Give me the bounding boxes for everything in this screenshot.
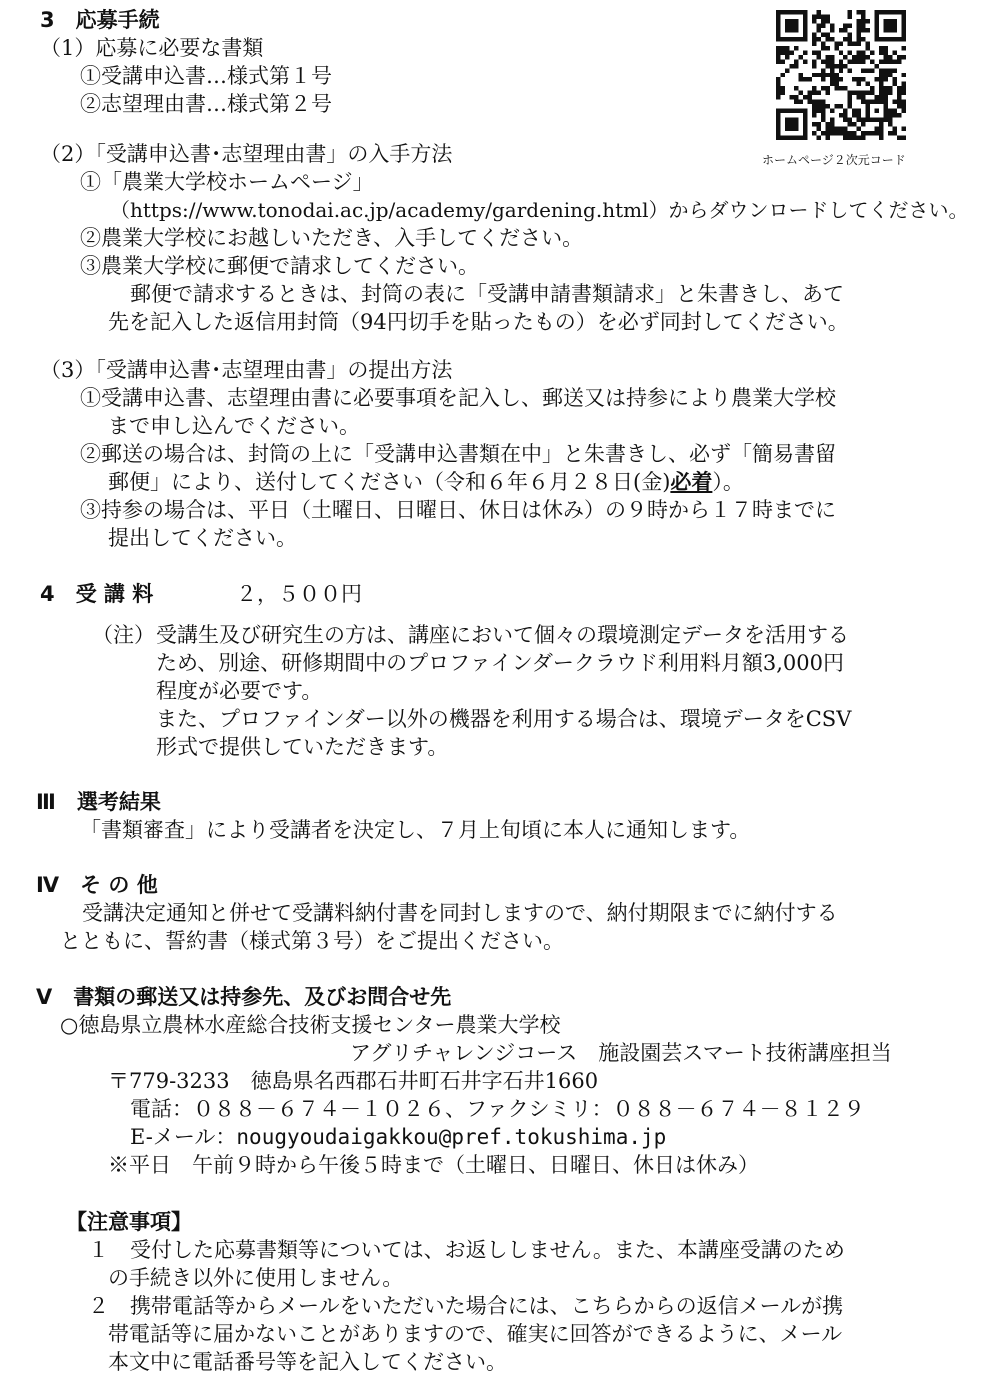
notes-heading: 【注意事項】 xyxy=(66,1210,192,1234)
note-2-line-3: 本文中に電話番号等を記入してください。 xyxy=(108,1350,507,1374)
mail-deadline-text: 郵便」により、送付してください（令和６年６月２８日(金) xyxy=(108,470,671,494)
note-1-line-2: の手続き以外に使用しません。 xyxy=(108,1266,404,1290)
section-v-heading: Ⅴ 書類の郵送又は持参先、及びお問合せ先 xyxy=(36,985,452,1009)
obtain-method-3-note-1: 郵便で請求するときは、封筒の表に「受講申請書類請求」と朱書きし、あて xyxy=(130,282,844,306)
tuition-note-line-5: 形式で提供していただきます。 xyxy=(156,735,449,759)
obtain-method-1: ①「農業大学校ホームページ」 xyxy=(80,170,374,194)
required-document-2: ②志望理由書…様式第２号 xyxy=(80,92,332,116)
tuition-note-label: （注） xyxy=(92,623,155,647)
obtain-method-3-note-2: 先を記入した返信用封筒（94円切手を貼ったもの）を必ず同封してください。 xyxy=(108,310,849,334)
tuition-note-line-4: また、プロファインダー以外の機器を利用する場合は、環境データをCSV xyxy=(156,707,852,731)
contact-phone-fax: 電話：０８８－６７４－１０２６、ファクシミリ：０８８－６７４－８１２９ xyxy=(130,1097,865,1121)
selection-result-text: 「書類審査」により受講者を決定し、７月上旬頃に本人に通知します。 xyxy=(80,818,751,842)
section-iv-heading: Ⅳ そ の 他 xyxy=(36,873,158,897)
download-url-line[interactable]: （https://www.tonodai.ac.jp/academy/gardening.html）からダウンロードしてください。 xyxy=(110,198,969,222)
contact-hours: ※平日 午前９時から午後５時まで（土曜日、日曜日、休日は休み） xyxy=(108,1153,759,1177)
qr-code-caption: ホームページ２次元コード xyxy=(762,153,906,167)
required-document-1: ①受講申込書…様式第１号 xyxy=(80,64,332,88)
submit-method-2-line-2 xyxy=(108,468,744,496)
email-label: E-メール： xyxy=(130,1125,237,1149)
obtain-method-2: ②農業大学校にお越しいただき、入手してください。 xyxy=(80,226,584,250)
subsection-2-title: （2）「受講申込書･志望理由書」の入手方法 xyxy=(40,142,453,166)
submit-method-3-line-2: 提出してください。 xyxy=(108,526,297,550)
obtain-method-3: ③農業大学校に郵便で請求してください。 xyxy=(80,254,479,278)
section-3-heading: 3 応募手続 xyxy=(40,8,160,32)
mail-deadline-close: ）。 xyxy=(712,470,744,494)
other-text-line-2: とともに、誓約書（様式第３号）をご提出ください。 xyxy=(60,929,564,953)
note-2-line-2: 帯電話等に届かないことがありますので、確実に回答ができるように、メール xyxy=(108,1322,843,1346)
tuition-note-line-2: ため、別途、研修期間中のプロファインダークラウド利用料月額3,000円 xyxy=(156,651,845,675)
email-address-link[interactable]: nougyoudaigakkou@pref.tokushima.jp xyxy=(236,1125,667,1149)
must-arrive-emphasis: 必着 xyxy=(670,469,713,494)
submit-method-2-line-1: ②郵送の場合は、封筒の上に「受講申込書類在中」と朱書きし、必ず「簡易書留 xyxy=(80,442,836,466)
subsection-1-title: （1）応募に必要な書類 xyxy=(40,36,264,60)
submit-method-1-line-1: ①受講申込書、志望理由書に必要事項を記入し、郵送又は持参により農業大学校 xyxy=(80,386,836,410)
contact-address: 〒779-3233 徳島県名西郡石井町石井字石井1660 xyxy=(108,1069,599,1093)
section-iii-heading: Ⅲ 選考結果 xyxy=(36,790,161,814)
note-2-line-1: ２ 携帯電話等からメールをいただいた場合には、こちらからの返信メールが携 xyxy=(88,1294,844,1318)
submit-method-3-line-1: ③持参の場合は、平日（土曜日、日曜日、休日は休み）の９時から１７時までに xyxy=(80,498,836,522)
section-4-heading: 4 受 講 料 xyxy=(40,582,154,606)
contact-department: アグリチャレンジコース 施設園芸スマート技術講座担当 xyxy=(350,1041,892,1065)
contact-email-row xyxy=(130,1123,666,1151)
tuition-fee: ２，５００円 xyxy=(236,582,362,606)
tuition-note-line-1: 受講生及び研究生の方は、講座において個々の環境測定データを活用する xyxy=(156,623,849,647)
other-text-line-1: 受講決定通知と併せて受講料納付書を同封しますので、納付期限までに納付する xyxy=(82,901,838,925)
subsection-3-title: （3）「受講申込書･志望理由書」の提出方法 xyxy=(40,358,453,382)
note-1-line-1: １ 受付した応募書類等については、お返ししません。また、本講座受講のため xyxy=(88,1238,845,1262)
submit-method-1-line-2: まで申し込んでください。 xyxy=(108,414,360,438)
qr-code[interactable] xyxy=(776,10,906,140)
contact-organization: ○徳島県立農林水産総合技術支援センター農業大学校 xyxy=(60,1013,561,1037)
tuition-note-line-3: 程度が必要です。 xyxy=(156,679,323,703)
